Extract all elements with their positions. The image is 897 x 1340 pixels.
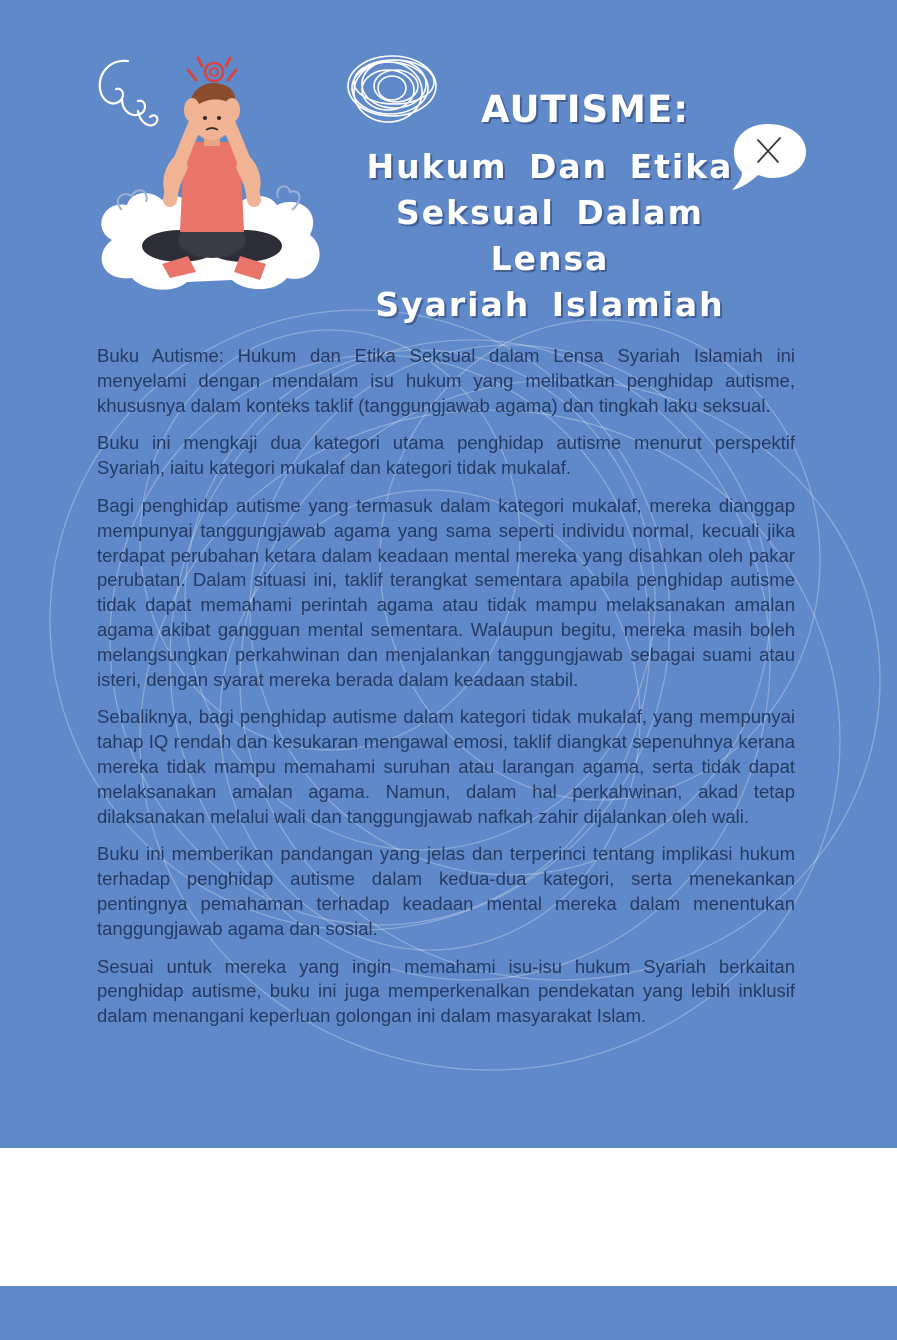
bottom-band bbox=[0, 1286, 897, 1340]
synopsis-paragraph: Sesuai untuk mereka yang ingin memahami isu-isu hukum Syariah berkaitan penghidap autisme, buku ini juga memperkenalkan pendekatan yang lebih inklusif dalam menangani keperluan golongan ini dalam masyarakat Islam. bbox=[97, 955, 795, 1027]
synopsis-paragraph: Buku Autisme: Hukum dan Etika Seksual dalam Lensa Syariah Islamiah ini menyelami dengan mendalam isu hukum yang melibatkan penghidap autisme, khususnya dalam konteks taklif (tanggungjawab agama) dan tingkah laku seksual. bbox=[97, 345, 795, 416]
subtitle-line: Syariah Islamiah bbox=[375, 285, 725, 324]
barcode-band bbox=[0, 1148, 897, 1286]
synopsis bbox=[97, 344, 795, 1042]
synopsis-paragraph: Bagi penghidap autisme yang termasuk dalam kategori mukalaf, mereka dianggap mempunyai tanggungjawab agama yang sama seperti individu normal, kecuali jika terdapat perubahan ketara dalam keadaan mental mereka yang disahkan oleh pakar perubatan. Dalam situasi ini, taklif terangkat sementara apabila penghidap autisme tidak dapat memahami perintah agama atau tidak mampu melaksanakan amalan agama akibat gangguan mental sementara. Walaupun begitu, mereka masih boleh melangsungkan perkahwinan dan menjalankan tanggungjawab sebagai suami atau isteri, dengan syarat mereka berada dalam keadaan stabil. bbox=[97, 494, 795, 690]
subtitle-line: Hukum Dan Etika bbox=[366, 147, 734, 186]
book-title: AUTISME: bbox=[480, 88, 690, 131]
synopsis-paragraph: Buku ini mengkaji dua kategori utama penghidap autisme menurut perspektif Syariah, iaitu kategori mukalaf dan kategori tidak mukalaf. bbox=[97, 432, 795, 479]
subtitle-line: Seksual Dalam Lensa bbox=[396, 193, 704, 278]
synopsis-paragraph: Buku ini memberikan pandangan yang jelas dan terperinci tentang implikasi hukum terhadap penghidap autisme dalam kedua-dua kategori, serta menekankan pentingnya pemahaman terhadap keadaan mental mereka dalam menentukan tanggungjawab agama dan sosial. bbox=[97, 843, 795, 939]
synopsis-paragraph: Sebaliknya, bagi penghidap autisme dalam kategori tidak mukalaf, yang mempunyai tahap IQ rendah dan kesukaran mengawal emosi, taklif diangkat sepenuhnya kerana mereka tidak mampu memahami suruhan atau larangan agama, serta tidak dapat melaksanakan amalan agama. Namun, dalam hal perkahwinan, akad tetap dilaksanakan melalui wali dan tanggungjawab nafkah zahir dijalankan oleh wali. bbox=[97, 706, 795, 827]
book-subtitle bbox=[340, 144, 760, 328]
title-block bbox=[340, 86, 760, 328]
stressed-person-illustration bbox=[92, 50, 332, 300]
